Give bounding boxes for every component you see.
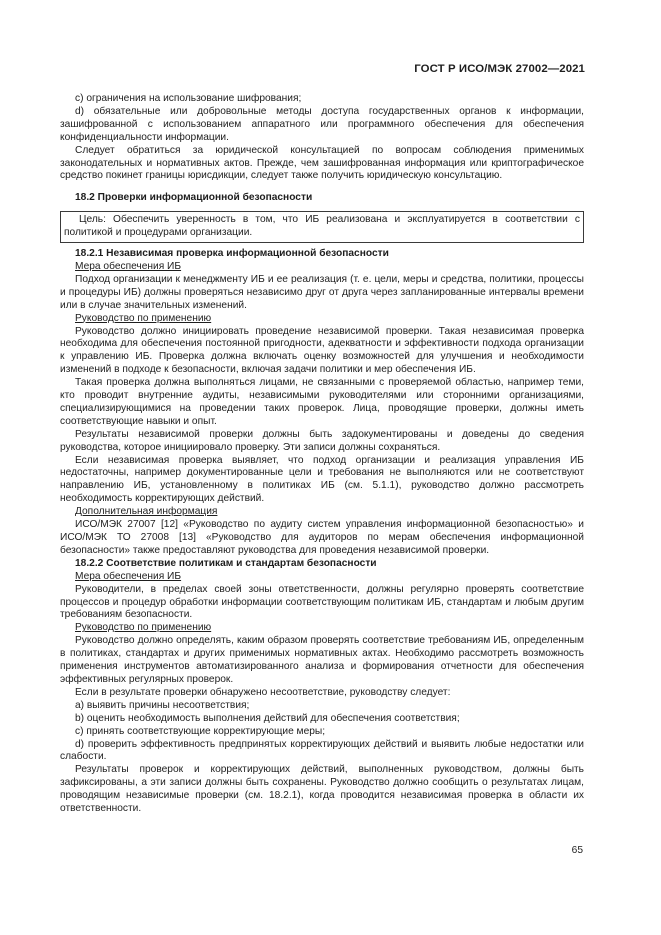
guidance-paragraph: Руководство должно инициировать проведение независимой проверки. Такая независимая проверка необходима для обеспечения постоянной пригодности, адекватности и эффективности подхода организации к управлению ИБ. Проверка должна включать оценку возможностей для улучшения и необходимости изменений в подходе к безопасности, включая задачи политики и мер обеспечения ИБ.	[60, 325, 584, 376]
goal-text: Цель: Обеспечить уверенность в том, что ИБ реализована и эксплуатируется в соответствии с политикой и процедурами организации.	[64, 214, 580, 239]
closing-paragraph: Результаты проверок и корректирующих действий, выполненных руководством, должны быть зафиксированы, а эти записи должны быть сохранены. Руководство должно сообщить о результатах лицам, проводящим независимые проверки (см. 18.2.1), когда проводится независимая проверка в области их ответственности.	[60, 764, 584, 815]
guidance-paragraph: Результаты независимой проверки должны быть задокументированы и доведены до сведения руководства, которое инициировало проверку. Эти записи должны сохраняться.	[60, 428, 584, 453]
label-extra-info: Дополнительная информация	[75, 506, 218, 518]
measure-text: Подход организации к менеджменту ИБ и ее реализация (т. е. цели, меры и средства, политики, процессы и процедуры ИБ) должны проверяться независимо друг от друга через запланированные интервалы времени или в случае значительных изменений.	[60, 273, 584, 311]
section-heading-18-2: 18.2 Проверки информационной безопасности	[75, 192, 313, 204]
list-item-a: a) выявить причины несоответствия;	[75, 699, 250, 711]
standard-header: ГОСТ Р ИСО/МЭК 27002—2021	[414, 63, 585, 75]
list-item-c: c) ограничения на использование шифрования;	[75, 93, 302, 104]
label-guidance: Руководство по применению	[75, 622, 212, 634]
label-measure: Мера обеспечения ИБ	[75, 260, 182, 272]
label-measure: Мера обеспечения ИБ	[75, 570, 182, 582]
list-item-d: d) проверить эффективность предпринятых корректирующих действий и выявить любые недостатки или слабости.	[60, 738, 584, 763]
goal-box	[60, 211, 584, 243]
guidance-paragraph: Если независимая проверка выявляет, что подход организации и реализация управления ИБ недостаточны, например документированные цели и требования не выполняются или не соответствуют направлению ИБ, установленному в политиках ИБ (см. 5.1.1), руководство должно рассмотреть необходимость корректирующих действий.	[60, 454, 584, 505]
section-heading-18-2-1: 18.2.1 Независимая проверка информационной безопасности	[75, 248, 389, 260]
page-number: 65	[571, 845, 583, 856]
section-heading-18-2-2: 18.2.2 Соответствие политикам и стандартам безопасности	[75, 557, 377, 569]
label-guidance: Руководство по применению	[75, 312, 212, 324]
measure-text: Руководители, в пределах своей зоны ответственности, должны регулярно проверять соответствие процессов и процедур обработки информации соответствующим политикам ИБ, стандартам и любым другим требованиям безопасности.	[60, 583, 584, 621]
list-item-b: b) оценить необходимость выполнения действий для обеспечения соответствия;	[75, 712, 460, 724]
guidance-paragraph: Такая проверка должна выполняться лицами, не связанными с проверяемой областью, например теми, кто проводит внутренние аудиты, независимыми руководителями или сторонними организациями, специализирующимися на проведении таких проверок. Лица, проводящие проверки, должны иметь соответствующие навыки и опыт.	[60, 377, 584, 427]
extra-info-text: ИСО/МЭК 27007 [12] «Руководство по аудиту систем управления информационной безопасностью» и ИСО/МЭК ТО 27008 [13] «Руководство для аудиторов по мерам обеспечения информационной безопасности» также предоставляют руководства для проведения независимой проверки.	[60, 519, 584, 556]
list-item-c: c) принять соответствующие корректирующие меры;	[75, 725, 326, 737]
paragraph: Следует обратиться за юридической консультацией по вопросам соблюдения применимых законодательных и нормативных актов. Прежде, чем зашифрованная информация или криптографическое средство покинет границы юрисдикции, следует также получить юридическую консультацию.	[60, 144, 584, 182]
page-content	[60, 93, 584, 816]
list-intro: Если в результате проверки обнаружено несоответствие, руководству следует:	[75, 686, 451, 698]
list-item-d: d) обязательные или добровольные методы доступа государственных органов к информации, зашифрованной с использованием аппаратного или программного обеспечения для обеспечения конфиденциальности информации.	[60, 105, 584, 143]
guidance-paragraph: Руководство должно определять, каким образом проверять соответствие требованиям ИБ, определенным в политиках, стандартах и других применимых нормативных актах. Необходимо рассмотреть возможность применения инструментов автоматизированного анализа и формирования отчетности для обеспечения эффективных регулярных проверок.	[60, 635, 584, 685]
